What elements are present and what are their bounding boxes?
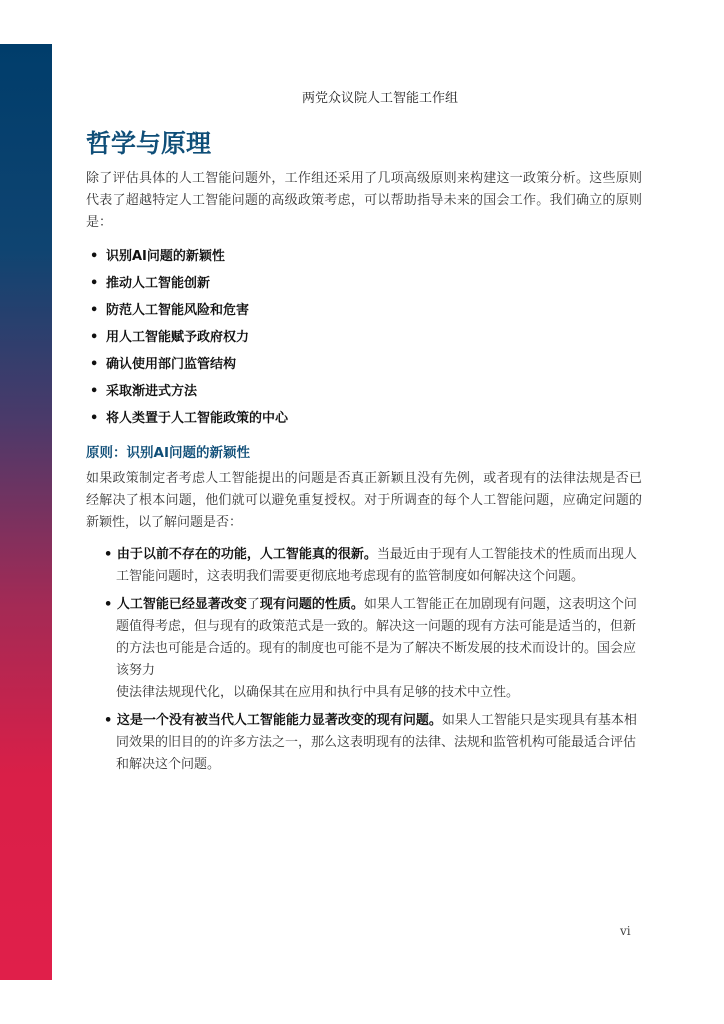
novelty-questions-list [86, 544, 642, 776]
section-title: 哲学与原理 [86, 129, 212, 158]
bullet-icon: • [90, 249, 99, 264]
section-intro: 除了评估具体的人工智能问题外，工作组还采用了几项高级原则来构建这一政策分析。这些原则代表了超越特定人工智能问题的高级政策考虑，可以帮助指导未来的国会工作。我们确立的原则是： [86, 171, 642, 230]
decorative-side-bar [0, 44, 52, 980]
list-item: • 用人工智能赋予政府权力 [86, 324, 642, 351]
list-item: • 这是一个没有被当代人工智能能力显著改变的现有问题。如果人工智能只是实现具有基本相同效果的旧目的的许多方法之一，那么这表明现有的法律、法规和监管机构可能最适合评估和解决这个问题。 [104, 713, 637, 772]
page-number: vi [620, 924, 631, 938]
list-item: • 识别AI问题的新颖性 [86, 243, 642, 270]
bullet-icon: • [104, 597, 117, 612]
bullet-icon: • [90, 384, 99, 399]
list-item: • 确认使用部门监管结构 [86, 351, 642, 378]
list-item: • 将人类置于人工智能政策的中心 [86, 405, 642, 432]
list-item: • 采取渐进式方法 [86, 378, 642, 405]
subsection-title: 原则：识别AI问题的新颖性 [86, 445, 250, 461]
bullet-icon: • [104, 547, 117, 562]
list-item: • 推动人工智能创新 [86, 270, 642, 297]
bullet-icon: • [90, 357, 99, 372]
list-item: • 由于以前不存在的功能，人工智能真的很新。当最近由于现有人工智能技术的性质而出现人工智能问题时，这表明我们需要更彻底地考虑现有的监管制度如何解决这个问题。 [104, 547, 637, 584]
main-content [86, 126, 642, 782]
bullet-icon: • [90, 276, 99, 291]
bullet-icon: • [90, 330, 99, 345]
bullet-icon: • [104, 713, 117, 728]
list-item: • 人工智能已经显著改变了现有问题的性质。如果人工智能正在加剧现有问题，这表明这个问题值得考虑，但与现有的政策范式是一致的。解决这一问题的现有方法可能是适当的，但新的方法也可能是合适的。现有的制度也可能不是为了解决不断发展的技术而设计的。国会应该努力 使法律法规现代化，以确保其在应用和执行中具有足够的技术中立性。 [104, 597, 637, 700]
principles-list [86, 243, 642, 432]
subsection-intro: 如果政策制定者考虑人工智能提出的问题是否真正新颖且没有先例，或者现有的法律法规是否已经解决了根本问题，他们就可以避免重复授权。对于所调查的每个人工智能问题，应确定问题的新颖性，以了解问题是否： [86, 471, 642, 530]
bullet-icon: • [90, 303, 99, 318]
list-item: • 防范人工智能风险和危害 [86, 297, 642, 324]
running-header: 两党众议院人工智能工作组 [301, 91, 458, 106]
bullet-icon: • [90, 411, 99, 426]
